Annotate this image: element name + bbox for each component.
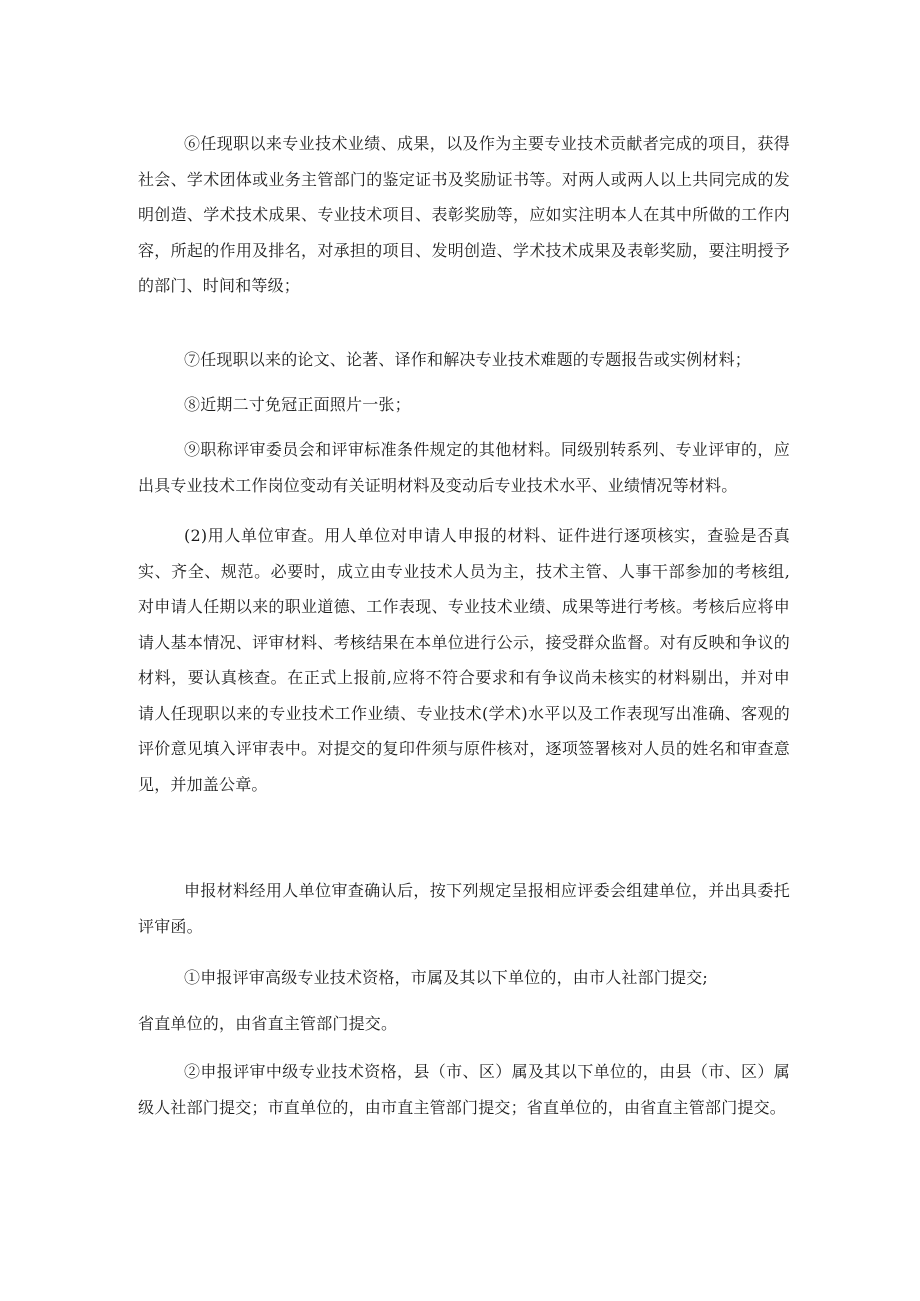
paragraph-submission-rules: 申报材料经用人单位审查确认后，按下列规定呈报相应评委会组建单位，并出具委托评审函。 bbox=[138, 881, 790, 936]
paragraph-intermediate-submission: ②申报评审中级专业技术资格，县（市、区）属及其以下单位的，由县（市、区）属级人社部门提交；市直单位的，由市直主管部门提交；省直单位的，由省直主管部门提交。 bbox=[138, 1062, 790, 1117]
paragraph-provincial-units: 省直单位的，由省直主管部门提交。 bbox=[138, 1014, 398, 1033]
paragraph-employer-review: (2)用人单位审查。用人单位对申请人申报的材料、证件进行逐项核实，查验是否真实、齐全、规范。必要时，成立由专业技术人员为主，技术主管、人事干部参加的考核组,对申请人任期以来的职业道德、工作表现、专业技术业绩、成果等进行考核。考核后应将申请人基本情况、评审材料、考核结果在本单位进行公示，接受群众监督。对有反映和争议的材料，要认真核查。在正式上报前,应将不符合要求和有争议尚未核实的材料剔出，并对申请人任现职以来的专业技术工作业绩、专业技术(学术)水平以及工作表现写出准确、客观的评价意见填入评审表中。对提交的复印件须与原件核对，逐项签署核对人员的姓名和审查意见，并加盖公章。 bbox=[138, 526, 790, 794]
paragraph-item-7: ⑦任现职以来的论文、论著、译作和解决专业技术难题的专题报告或实例材料； bbox=[184, 350, 752, 369]
paragraph-senior-submission: ①申报评审高级专业技术资格，市属及其以下单位的，由市人社部门提交; bbox=[184, 968, 708, 987]
paragraph-item-8: ⑧近期二寸免冠正面照片一张； bbox=[184, 395, 411, 414]
paragraph-item-6: ⑥任现职以来专业技术业绩、成果，以及作为主要专业技术贡献者完成的项目，获得社会、学术团体或业务主管部门的鉴定证书及奖励证书等。对两人或两人以上共同完成的发明创造、学术技术成果、专业技术项目、表彰奖励等，应如实注明本人在其中所做的工作内容，所起的作用及排名，对承担的项目、发明创造、学术技术成果及表彰奖励，要注明授予的部门、时间和等级； bbox=[138, 134, 790, 295]
paragraph-item-9: ⑨职称评审委员会和评审标准条件规定的其他材料。同级别转系列、专业评审的，应出具专业技术工作岗位变动有关证明材料及变动后专业技术水平、业绩情况等材料。 bbox=[138, 440, 790, 495]
